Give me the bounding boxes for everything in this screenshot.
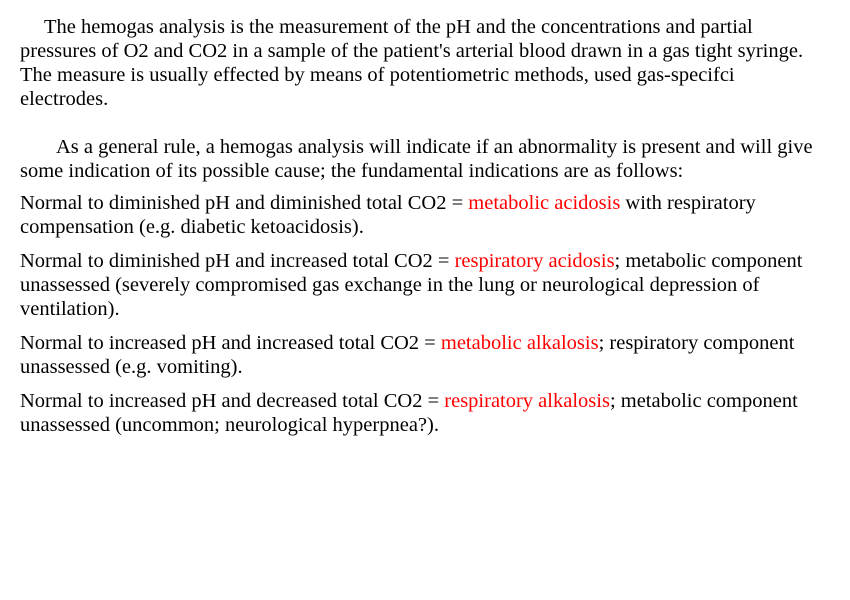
indication-note: ; metabolic component unassessed (severely compromised gas exchange in the lung or neurological depression of ventilation).: [20, 250, 803, 320]
general-rule-paragraph: As a general rule, a hemogas analysis will indicate if an abnormality is present and will give some indication of its possible cause; the fundamental indications are as follows:: [20, 136, 813, 182]
indication-metabolic-acidosis: [20, 191, 820, 239]
indication-diagnosis: respiratory alkalosis: [444, 390, 610, 412]
indication-condition: Normal to increased pH and decreased total CO2 =: [20, 390, 445, 412]
indication-condition: Normal to diminished pH and increased total CO2 =: [20, 250, 455, 272]
indication-respiratory-acidosis: [20, 249, 820, 321]
indication-metabolic-alkalosis: [20, 331, 820, 379]
indication-condition: Normal to diminished pH and diminished total CO2 =: [20, 192, 469, 214]
indication-note: ; metabolic component unassessed (uncommon; neurological hyperpnea?).: [20, 390, 798, 436]
indication-respiratory-alkalosis: [20, 389, 820, 437]
indication-diagnosis: metabolic alkalosis: [440, 332, 599, 354]
intro-paragraph: The hemogas analysis is the measurement of the pH and the concentrations and partial pressures of O2 and CO2 in a sample of the patient's arterial blood drawn in a gas tight syringe. The measure is usually effected by means of potentiometric methods, used gas-specifci electrodes.: [20, 16, 804, 110]
indication-note: with respiratory compensation (e.g. diabetic ketoacidosis).: [20, 192, 756, 238]
indication-diagnosis: metabolic acidosis: [468, 192, 621, 214]
indication-condition: Normal to increased pH and increased total CO2 =: [20, 332, 441, 354]
document-body: [20, 15, 820, 437]
indication-note: ; respiratory component unassessed (e.g. vomiting).: [20, 332, 795, 378]
indication-diagnosis: respiratory acidosis: [454, 250, 615, 272]
